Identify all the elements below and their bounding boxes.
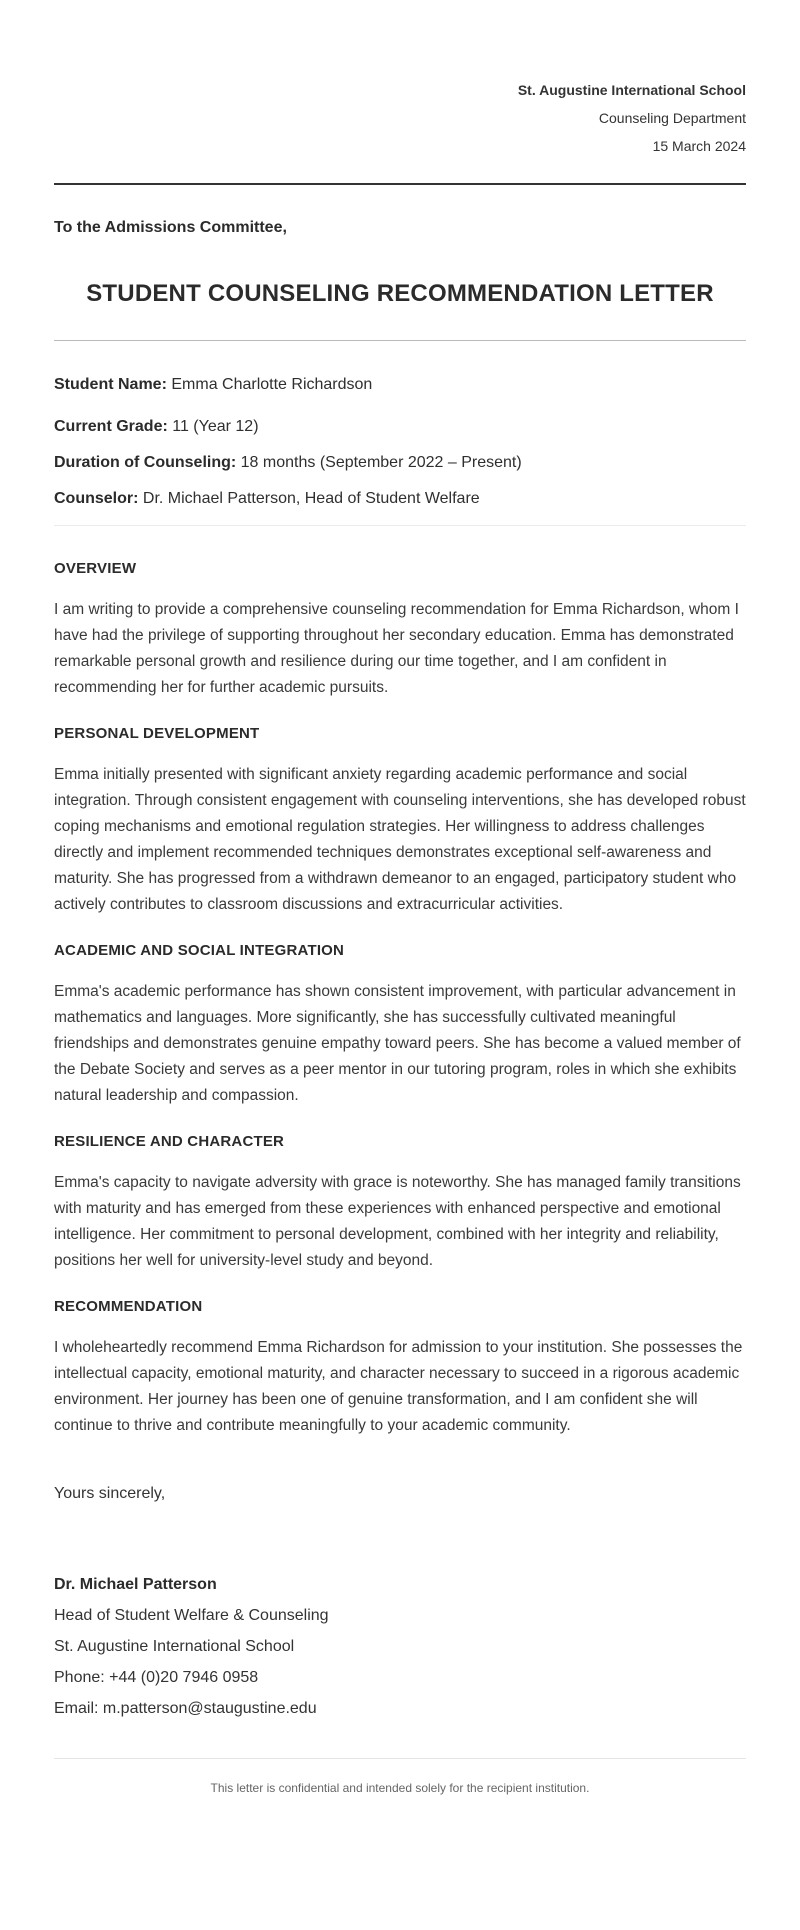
- grade-label: Current Grade:: [54, 418, 168, 435]
- closing-line: Yours sincerely,: [54, 1485, 166, 1502]
- section-resilience: [54, 1133, 746, 1274]
- grade-row: [54, 417, 746, 437]
- letterhead-school: St. Augustine International School: [517, 82, 746, 98]
- student-info: [54, 375, 746, 509]
- grade-value: 11 (Year 12): [172, 418, 259, 435]
- section-heading: RESILIENCE AND CHARACTER: [54, 1133, 285, 1150]
- footer-divider: [54, 1758, 746, 1759]
- title-divider: [54, 340, 746, 341]
- duration-label: Duration of Counseling:: [54, 454, 237, 471]
- section-heading: ACADEMIC AND SOCIAL INTEGRATION: [54, 942, 345, 959]
- confidentiality-note: This letter is confidential and intended solely for the recipient institution.: [210, 1781, 590, 1795]
- section-academic-social: [54, 942, 746, 1109]
- duration-value: 18 months (September 2022 – Present): [240, 454, 522, 471]
- letterhead-department: Counseling Department: [598, 110, 746, 126]
- section-heading: PERSONAL DEVELOPMENT: [54, 725, 260, 742]
- section-body: Emma's academic performance has shown consistent improvement, with particular advancement in mathematics and languages. More significantly, she has successfully cultivated meaningful friendships and demonstrates genuine empathy toward peers. She has become a valued member of the Debate Society and serves as a peer mentor in our tutoring program, roles in which she exhibits natural leadership and compassion.: [54, 983, 741, 1104]
- section-body: I wholeheartedly recommend Emma Richardson for admission to your institution. She possesses the intellectual capacity, emotional maturity, and character necessary to succeed in a rigorous academic environment. Her journey has been one of genuine transformation, and I am confident she will continue to thrive and contribute meaningfully to your academic community.: [54, 1339, 743, 1434]
- section-overview: [54, 560, 746, 701]
- student-name-label: Student Name:: [54, 376, 167, 393]
- duration-row: [54, 453, 746, 473]
- salutation: To the Admissions Committee,: [54, 219, 287, 236]
- letter-date: 15 March 2024: [652, 138, 746, 154]
- section-body: I am writing to provide a comprehensive counseling recommendation for Emma Richardson, whom I have had the privilege of supporting throughout her secondary education. Emma has demonstrated remarkable personal growth and resilience during our time together, and I am confident in recommending her for further academic pursuits.: [54, 601, 739, 696]
- section-body: Emma's capacity to navigate adversity with grace is noteworthy. She has managed family transitions with maturity and has emerged from these experiences with enhanced perspective and emotional intelligence. Her commitment to personal development, combined with her integrity and reliability, positions her well for university-level study and beyond.: [54, 1174, 741, 1269]
- signatory-name: Dr. Michael Patterson: [54, 1576, 217, 1593]
- signatory-school: St. Augustine International School: [54, 1638, 295, 1655]
- letter-page: [54, 0, 746, 1795]
- section-recommendation: [54, 1298, 746, 1439]
- info-divider: [54, 525, 746, 526]
- section-heading: RECOMMENDATION: [54, 1298, 203, 1315]
- section-heading: OVERVIEW: [54, 560, 137, 577]
- counselor-row: [54, 489, 746, 509]
- signatory-email: Email: m.patterson@staugustine.edu: [54, 1700, 317, 1717]
- letterhead: [54, 76, 746, 160]
- section-personal-development: [54, 725, 746, 918]
- header-divider: [54, 183, 746, 185]
- signature-block: [54, 1569, 746, 1724]
- counselor-label: Counselor:: [54, 490, 139, 507]
- counselor-value: Dr. Michael Patterson, Head of Student Welfare: [142, 490, 480, 507]
- section-body: Emma initially presented with significant anxiety regarding academic performance and social integration. Through consistent engagement with counseling interventions, she has developed robust coping mechanisms and emotional regulation strategies. Her willingness to address challenges directly and implement recommended techniques demonstrates exceptional self-awareness and maturity. She has progressed from a withdrawn demeanor to an engaged, participatory student who actively contributes to classroom discussions and extracurricular activities.: [54, 766, 746, 913]
- letter-title: STUDENT COUNSELING RECOMMENDATION LETTER: [86, 280, 714, 307]
- student-name-row: [54, 375, 746, 395]
- signatory-phone: Phone: +44 (0)20 7946 0958: [54, 1669, 259, 1686]
- student-name-value: Emma Charlotte Richardson: [171, 376, 373, 393]
- signatory-title: Head of Student Welfare & Counseling: [54, 1607, 329, 1624]
